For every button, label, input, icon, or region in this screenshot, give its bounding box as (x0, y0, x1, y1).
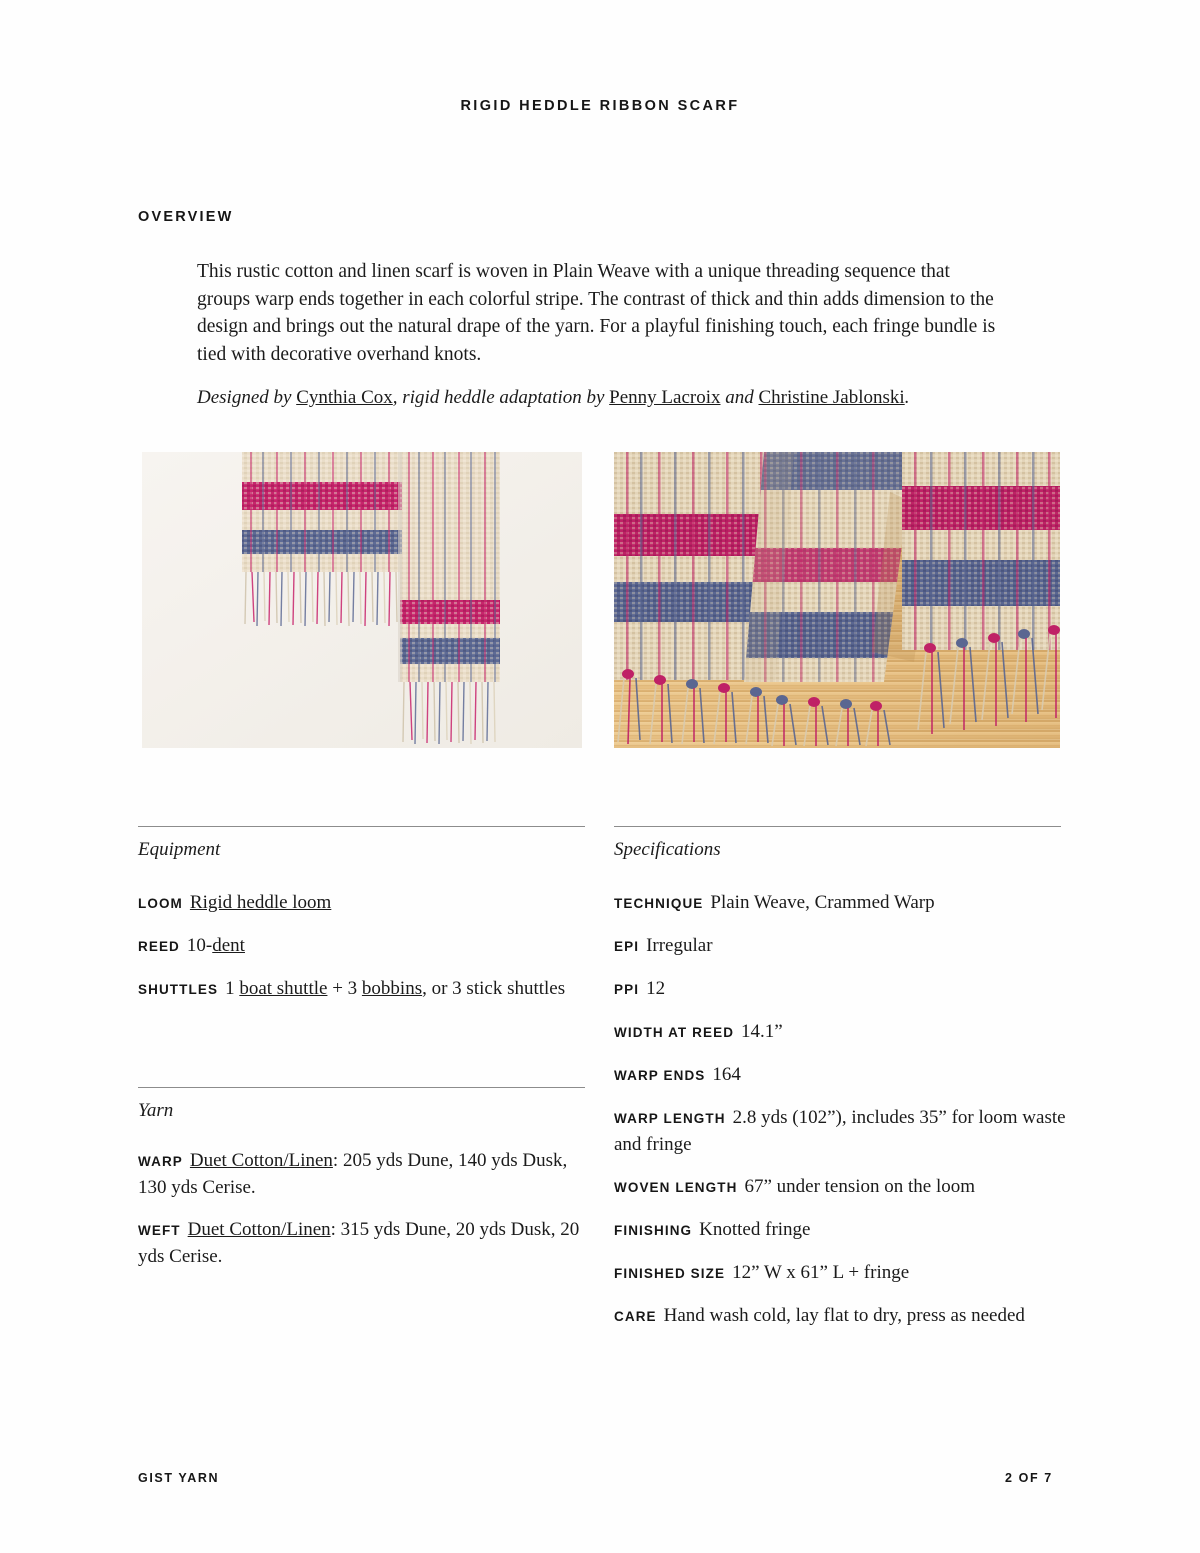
spec-row (138, 1217, 588, 1270)
spec-row (138, 1148, 588, 1201)
spec-row (614, 1062, 1069, 1089)
spec-row (614, 1174, 1069, 1201)
spec-value: Duet Cotton/Linen: 315 yds Dune, 20 yds Dusk, 20 yds Cerise. (138, 1219, 580, 1267)
footer-brand: GIST YARN (138, 1471, 220, 1485)
spec-key: TECHNIQUE (614, 896, 704, 911)
spec-key: WARP ENDS (614, 1068, 706, 1083)
spec-value: 12” W x 61” L + fringe (732, 1262, 910, 1283)
spec-key: WARP (138, 1154, 183, 1169)
spec-key: REED (138, 939, 180, 954)
equipment-heading: Equipment (138, 839, 221, 860)
overview-section-label: OVERVIEW (138, 209, 234, 225)
spec-row (614, 1217, 1069, 1244)
draped-scarf-illustration (614, 452, 1060, 748)
spec-value: Plain Weave, Crammed Warp (710, 892, 935, 913)
spec-row (138, 976, 588, 1003)
specifications-divider (614, 826, 1061, 827)
spec-row (614, 1260, 1069, 1287)
page-title: RIGID HEDDLE RIBBON SCARF (460, 98, 740, 114)
spec-value: 14.1” (741, 1021, 783, 1042)
spec-row (614, 933, 1069, 960)
spec-value: Duet Cotton/Linen: 205 yds Dune, 140 yds Dusk, 130 yds Cerise. (138, 1150, 568, 1198)
credit-suffix: . (904, 387, 910, 408)
credit-adapter-1: Penny Lacroix (609, 387, 721, 408)
yarn-heading: Yarn (138, 1100, 174, 1121)
spec-value: 10-dent (186, 935, 245, 956)
spec-value: Knotted fringe (699, 1219, 811, 1240)
specifications-list (614, 890, 1069, 1330)
credit-designer: Cynthia Cox (296, 387, 393, 408)
overview-body-text: This rustic cotton and linen scarf is woven in Plain Weave with a unique threading sequence that groups warp ends together in each colorful stripe. The contrast of thick and thin adds dimension to the design and brings out the natural drape of the yarn. For a playful finishing touch, each fringe bundle is tied with decorative overhand knots. (197, 261, 996, 365)
spec-row (614, 890, 1069, 917)
spec-key: WOVEN LENGTH (614, 1180, 738, 1195)
yarn-divider (138, 1087, 585, 1088)
spec-value: 1 boat shuttle + 3 bobbins, or 3 stick shuttles (225, 978, 566, 999)
spec-key: PPI (614, 982, 640, 997)
spec-key: CARE (614, 1309, 657, 1324)
spec-key: SHUTTLES (138, 982, 219, 997)
draped-scarf-photo (614, 452, 1060, 748)
spec-row (614, 1105, 1069, 1158)
flat-scarf-photo (142, 452, 582, 748)
yarn-list (138, 1148, 588, 1270)
spec-key: WEFT (138, 1223, 181, 1238)
credit-adapter-2: Christine Jablonski (758, 387, 905, 408)
spec-value: Rigid heddle loom (189, 892, 332, 913)
flat-scarf-illustration (142, 452, 582, 748)
footer-page-number: 2 OF 7 (1005, 1471, 1053, 1485)
spec-value: 67” under tension on the loom (744, 1176, 976, 1197)
spec-row (138, 890, 588, 917)
spec-key: LOOM (138, 896, 183, 911)
credit-conjunction: and (720, 387, 759, 408)
design-credit (197, 385, 1017, 411)
spec-row (138, 933, 588, 960)
spec-row (614, 1019, 1069, 1046)
spec-key: EPI (614, 939, 640, 954)
spec-key: WIDTH AT REED (614, 1025, 735, 1040)
credit-prefix: Designed by (197, 387, 297, 408)
specifications-heading: Specifications (614, 839, 721, 860)
spec-value: 2.8 yds (102”), includes 35” for loom waste and fringe (614, 1107, 1066, 1155)
spec-key: FINISHING (614, 1223, 693, 1238)
equipment-divider (138, 826, 585, 827)
spec-row (614, 1303, 1069, 1330)
spec-value: Hand wash cold, lay flat to dry, press as needed (663, 1305, 1025, 1326)
equipment-list (138, 890, 588, 1003)
spec-value: Irregular (646, 935, 713, 956)
spec-value: 164 (712, 1064, 741, 1085)
credit-middle: , rigid heddle adaptation by (392, 387, 610, 408)
spec-key: WARP LENGTH (614, 1111, 726, 1126)
spec-key: FINISHED SIZE (614, 1266, 726, 1281)
spec-value: 12 (646, 978, 666, 999)
spec-row (614, 976, 1069, 1003)
